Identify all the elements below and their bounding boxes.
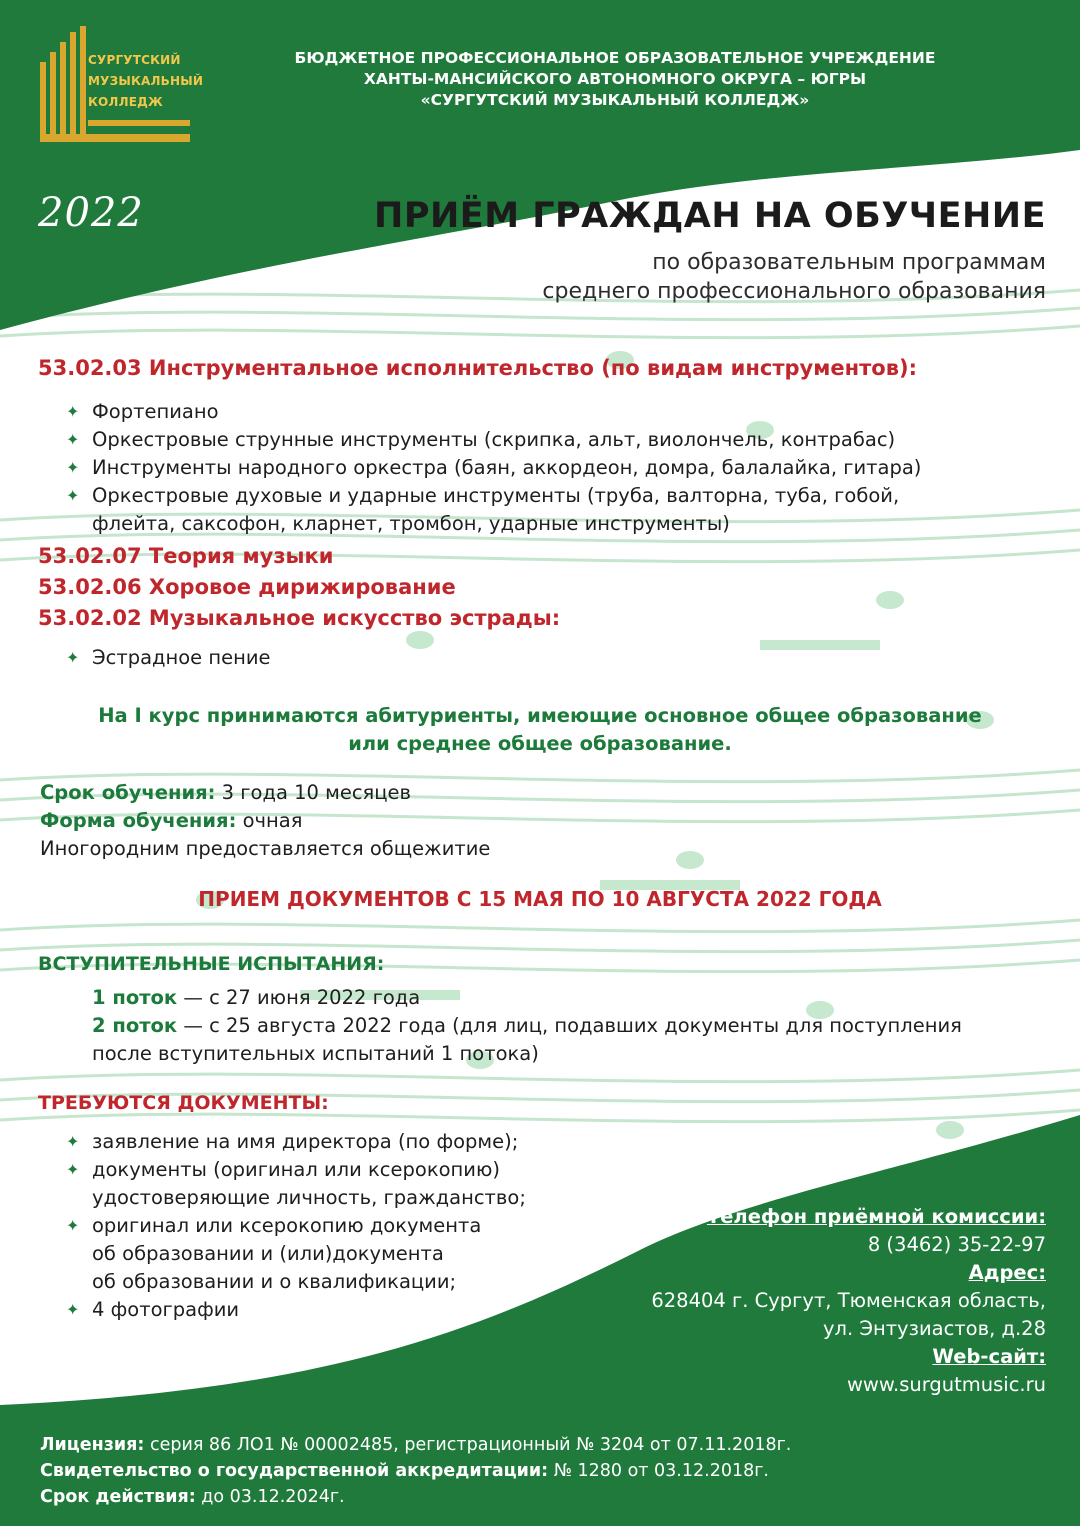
list-item-text: оригинал или ксерокопию документа — [92, 1214, 482, 1237]
accreditation-label: Свидетельство о государственной аккредитации: — [40, 1461, 549, 1481]
logo-line: МУЗЫКАЛЬНЫЙ — [88, 74, 204, 88]
list-item — [64, 1212, 526, 1240]
bullet-icon: ✦ — [66, 1216, 80, 1235]
form-label: Форма обучения: — [40, 809, 237, 832]
stream-2-label: 2 поток — [92, 1014, 178, 1037]
list-item-text: об образовании и о квалификации; — [92, 1270, 457, 1293]
list-item — [64, 1296, 526, 1324]
program-estrada-title: 53.02.02 Музыкальное искусство эстрады: — [38, 606, 561, 630]
stream-2-date: — с 25 августа 2022 года (для лиц, подавших документы для поступления — [177, 1014, 962, 1037]
subtitle-line: по образовательным программам — [652, 250, 1046, 275]
list-item-text: Оркестровые духовые и ударные инструменты (труба, валторна, туба, гобой, — [92, 484, 900, 507]
admission-note-line: или среднее общее образование. — [348, 732, 732, 755]
bullet-icon: ✦ — [66, 458, 80, 477]
institution-name — [230, 48, 1000, 111]
documents-list — [64, 1128, 526, 1324]
bullet-icon: ✦ — [66, 430, 80, 449]
stream-1-date: — с 27 июня 2022 года — [177, 986, 421, 1009]
form-value: очная — [236, 809, 303, 832]
list-item-text: удостоверяющие личность, гражданство; — [92, 1186, 526, 1209]
logo-line: КОЛЛЕДЖ — [88, 95, 163, 109]
list-item-text: заявление на имя директора (по форме); — [92, 1130, 519, 1153]
validity-label: Срок действия: — [40, 1487, 196, 1507]
institution-line: «СУРГУТСКИЙ МУЗЫКАЛЬНЫЙ КОЛЛЕДЖ» — [420, 91, 810, 109]
address-line: ул. Энтузиастов, д.28 — [822, 1317, 1046, 1340]
bullet-icon: ✦ — [66, 1160, 80, 1179]
list-item-text: документы (оригинал или ксерокопию) — [92, 1158, 500, 1181]
program-instrumental-title: 53.02.03 Инструментальное исполнительство (по видам инструментов): — [38, 356, 918, 380]
list-item-text: об образовании и (или)документа — [92, 1242, 444, 1265]
logo-text — [88, 50, 203, 113]
subtitle-line: среднего профессионального образования — [542, 279, 1046, 304]
phone-number[interactable]: 8 (3462) 35-22-97 — [867, 1233, 1046, 1256]
term-label: Срок обучения: — [40, 781, 216, 804]
logo-line: СУРГУТСКИЙ — [88, 53, 181, 67]
website-label: Web-сайт: — [932, 1345, 1046, 1368]
term-value: 3 года 10 месяцев — [215, 781, 412, 804]
study-info — [40, 779, 490, 863]
documents-title: ТРЕБУЮТСЯ ДОКУМЕНТЫ: — [38, 1092, 329, 1114]
list-item — [64, 1156, 526, 1184]
dorm-note: Иногородним предоставляется общежитие — [40, 837, 491, 860]
page-subtitle — [542, 248, 1046, 306]
validity-value: до 03.12.2024г. — [195, 1487, 345, 1507]
exams-schedule — [92, 984, 962, 1068]
instrument-list — [64, 398, 921, 538]
footer-license-info — [40, 1432, 791, 1510]
list-item — [64, 398, 921, 426]
list-item — [64, 482, 921, 510]
list-item-continuation — [64, 1240, 526, 1268]
admission-note-line: На I курс принимаются абитуриенты, имеющие основное общее образование — [98, 704, 982, 727]
list-item — [64, 454, 921, 482]
list-item-continuation — [64, 1184, 526, 1212]
address-label: Адрес: — [968, 1261, 1046, 1284]
address-line: 628404 г. Сургут, Тюменская область, — [651, 1289, 1046, 1312]
list-item-text: Фортепиано — [92, 400, 219, 423]
list-item-text: Оркестровые струнные инструменты (скрипка, альт, виолончель, контрабас) — [92, 428, 896, 451]
bullet-icon: ✦ — [66, 402, 80, 421]
institution-line: БЮДЖЕТНОЕ ПРОФЕССИОНАЛЬНОЕ ОБРАЗОВАТЕЛЬНОЕ УЧРЕЖДЕНИЕ — [294, 49, 936, 67]
list-item — [64, 426, 921, 454]
license-value: серия 86 ЛО1 № 00002485, регистрационный № 3204 от 07.11.2018г. — [144, 1435, 792, 1455]
list-item-continuation — [64, 510, 921, 538]
stream-1-label: 1 поток — [92, 986, 178, 1009]
website-link[interactable]: www.surgutmusic.ru — [846, 1373, 1046, 1396]
list-item-continuation — [64, 1268, 526, 1296]
exams-title: ВСТУПИТЕЛЬНЫЕ ИСПЫТАНИЯ: — [38, 953, 385, 975]
list-item-text: Инструменты народного оркестра (баян, аккордеон, домра, балалайка, гитара) — [92, 456, 922, 479]
documents-period: ПРИЕМ ДОКУМЕНТОВ С 15 МАЯ ПО 10 АВГУСТА 2022 ГОДА — [198, 887, 882, 911]
license-label: Лицензия: — [40, 1435, 145, 1455]
bullet-icon: ✦ — [66, 486, 80, 505]
bullet-icon: ✦ — [66, 1300, 80, 1319]
phone-label: Телефон приёмной комиссии: — [706, 1205, 1046, 1228]
list-item-text: флейта, саксофон, кларнет, тромбон, ударные инструменты) — [92, 512, 730, 535]
page-title: ПРИЁМ ГРАЖДАН НА ОБУЧЕНИЕ — [374, 196, 1046, 236]
bullet-icon: ✦ — [66, 648, 80, 667]
list-item — [64, 1128, 526, 1156]
estrada-list — [64, 644, 271, 672]
bullet-icon: ✦ — [66, 1132, 80, 1151]
institution-line: ХАНТЫ-МАНСИЙСКОГО АВТОНОМНОГО ОКРУГА – ЮГРЫ — [363, 70, 867, 88]
college-logo — [32, 22, 204, 152]
list-item — [64, 644, 271, 672]
stream-2-note: после вступительных испытаний 1 потока) — [92, 1042, 539, 1065]
accreditation-value: № 1280 от 03.12.2018г. — [548, 1461, 769, 1481]
program-choral-title: 53.02.06 Хоровое дирижирование — [38, 575, 456, 599]
year: 2022 — [38, 190, 144, 236]
admission-note — [40, 702, 1040, 758]
list-item-text: 4 фотографии — [92, 1298, 240, 1321]
contacts-block — [651, 1203, 1046, 1399]
list-item-text: Эстрадное пение — [92, 646, 271, 669]
program-theory-title: 53.02.07 Теория музыки — [38, 544, 334, 568]
